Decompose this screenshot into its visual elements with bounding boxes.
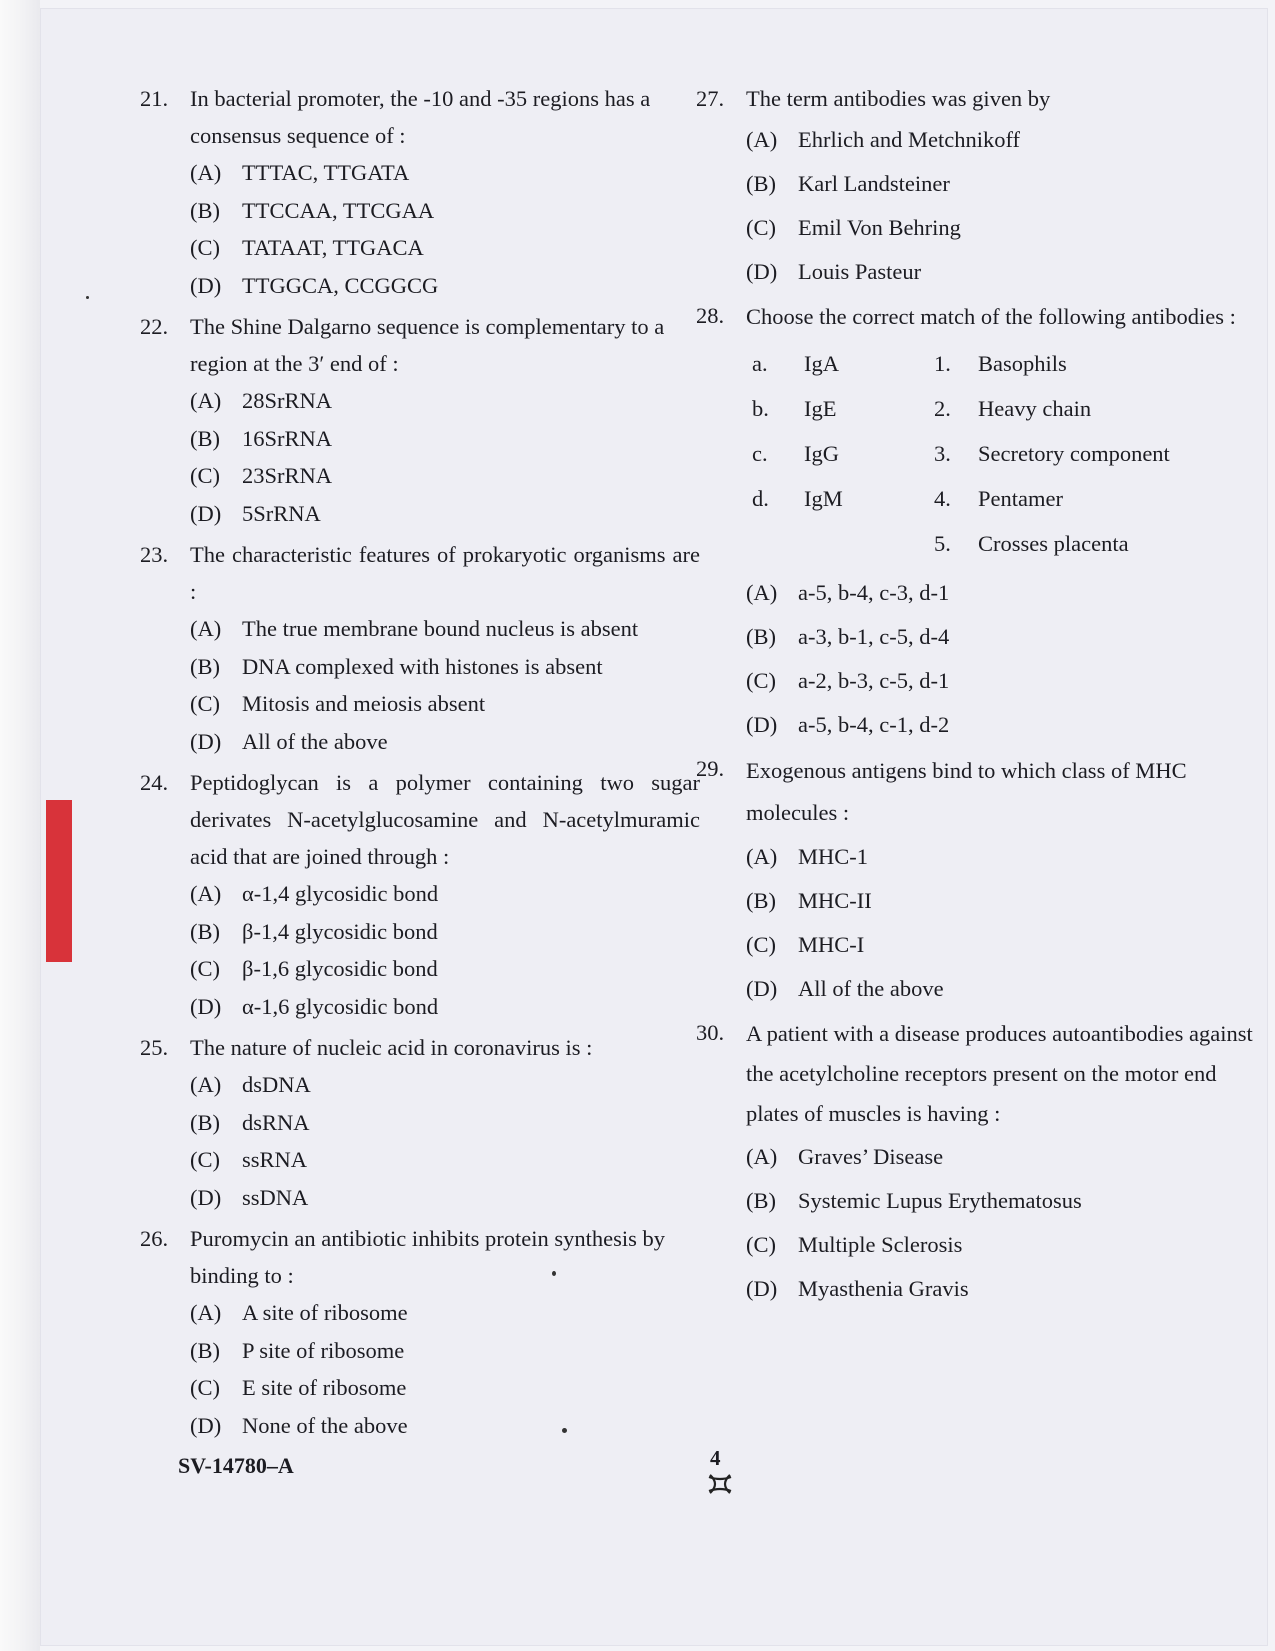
option xyxy=(746,1266,1261,1310)
option xyxy=(190,1179,700,1217)
option-text: a-2, b-3, c-5, d-1 xyxy=(798,667,950,693)
match-row xyxy=(752,476,1261,521)
question-23 xyxy=(140,536,700,760)
question-27 xyxy=(696,80,1261,293)
option-label: (C) xyxy=(746,667,776,693)
option xyxy=(190,1294,700,1332)
option-label: (C) xyxy=(746,931,776,957)
option-label: (B) xyxy=(190,918,220,944)
match-letter: b. xyxy=(752,396,769,421)
question-text: In bacterial promoter, the -10 and -35 regions has a consensus sequence of : xyxy=(190,86,651,148)
question-text: The term antibodies was given by xyxy=(746,86,1051,111)
option-label: (C) xyxy=(190,691,220,717)
question-26 xyxy=(140,1220,700,1444)
option-label: (A) xyxy=(190,1300,222,1326)
scan-speck xyxy=(562,1428,567,1433)
match-item: IgM xyxy=(804,486,843,511)
question-number: 30. xyxy=(696,1020,725,1045)
option xyxy=(746,1178,1261,1222)
option xyxy=(190,154,700,192)
option-label: (B) xyxy=(190,1109,220,1135)
option-label: (D) xyxy=(190,1184,222,1210)
option-label: (B) xyxy=(746,1187,776,1213)
option-text: dsDNA xyxy=(242,1072,311,1098)
option xyxy=(746,966,1261,1010)
option xyxy=(190,988,700,1026)
option-label: (B) xyxy=(746,887,776,913)
left-column xyxy=(140,80,700,1448)
option-label: (B) xyxy=(746,170,776,196)
option xyxy=(746,614,1261,658)
match-letter: a. xyxy=(752,351,768,376)
option-label: (C) xyxy=(190,956,220,982)
question-text: Exogenous antigens bind to which class of MHC molecules : xyxy=(746,758,1187,825)
options-list xyxy=(746,117,1261,293)
option xyxy=(746,205,1261,249)
option-label: (C) xyxy=(190,235,220,261)
question-29 xyxy=(696,750,1261,1010)
option-text: All of the above xyxy=(798,975,944,1001)
option-text: β-1,4 glycosidic bond xyxy=(242,918,438,944)
question-text: The Shine Dalgarno sequence is complementary to a region at the 3′ end of : xyxy=(190,314,665,376)
option xyxy=(190,420,700,458)
option-text: Louis Pasteur xyxy=(798,258,922,284)
option-label: (B) xyxy=(746,623,776,649)
option-label: (D) xyxy=(746,711,778,737)
options-list xyxy=(190,610,700,760)
option xyxy=(190,192,700,230)
option-text: TATAAT, TTGACA xyxy=(242,235,424,261)
option-text: TTGGCA, CCGGCG xyxy=(242,272,439,298)
question-number: 22. xyxy=(140,314,169,339)
option xyxy=(190,495,700,533)
options-list xyxy=(190,1294,700,1444)
option-text: TTTAC, TTGATA xyxy=(242,160,410,186)
question-30 xyxy=(696,1014,1261,1310)
option-label: (A) xyxy=(746,1143,778,1169)
option-label: (A) xyxy=(746,126,778,152)
option-label: (A) xyxy=(190,1072,222,1098)
option-label: (C) xyxy=(746,214,776,240)
option-label: (B) xyxy=(190,1337,220,1363)
option xyxy=(190,267,700,305)
option-text: E site of ribosome xyxy=(242,1375,407,1401)
match-item: IgE xyxy=(804,396,837,421)
question-28 xyxy=(696,297,1261,746)
match-table xyxy=(752,341,1261,566)
option-text: None of the above xyxy=(242,1412,408,1438)
match-number: 2. xyxy=(934,396,951,421)
option-text: a-5, b-4, c-3, d-1 xyxy=(798,579,950,605)
option-text: α-1,4 glycosidic bond xyxy=(242,881,439,907)
option xyxy=(746,878,1261,922)
option-text: a-3, b-1, c-5, d-4 xyxy=(798,623,950,649)
option-label: (A) xyxy=(746,579,778,605)
option-label: (D) xyxy=(190,272,222,298)
question-text: The characteristic features of prokaryotic organisms are : xyxy=(190,542,700,604)
option-text: ssRNA xyxy=(242,1147,308,1173)
match-letter: c. xyxy=(752,441,768,466)
option xyxy=(190,1332,700,1370)
option-label: (D) xyxy=(190,1412,222,1438)
option-text: Myasthenia Gravis xyxy=(798,1275,969,1301)
option xyxy=(190,913,700,951)
option-label: (A) xyxy=(190,881,222,907)
option xyxy=(746,702,1261,746)
question-22 xyxy=(140,308,700,532)
option-text: a-5, b-4, c-1, d-2 xyxy=(798,711,950,737)
question-number: 29. xyxy=(696,756,725,781)
option xyxy=(190,382,700,420)
option-label: (D) xyxy=(190,993,222,1019)
options-list xyxy=(746,1134,1261,1310)
option-text: Graves’ Disease xyxy=(798,1143,944,1169)
option xyxy=(190,950,700,988)
option xyxy=(746,161,1261,205)
option-text: Multiple Sclerosis xyxy=(798,1231,963,1257)
option xyxy=(190,610,700,648)
question-number: 23. xyxy=(140,542,169,567)
question-25 xyxy=(140,1029,700,1216)
match-number: 1. xyxy=(934,351,951,376)
option-label: (D) xyxy=(746,258,778,284)
option xyxy=(746,834,1261,878)
option-label: (B) xyxy=(190,653,220,679)
option-text: A site of ribosome xyxy=(242,1300,408,1326)
option-label: (B) xyxy=(190,425,220,451)
option-text: DNA complexed with histones is absent xyxy=(242,653,603,679)
option-text: Systemic Lupus Erythematosus xyxy=(798,1187,1082,1213)
scan-edge xyxy=(0,0,40,1651)
match-number: 4. xyxy=(934,486,951,511)
option-text: 28SrRNA xyxy=(242,388,333,414)
option xyxy=(746,249,1261,293)
option-label: (D) xyxy=(746,1275,778,1301)
option xyxy=(746,570,1261,614)
question-number: 28. xyxy=(696,303,725,328)
match-text: Pentamer xyxy=(978,486,1063,511)
option-text: dsRNA xyxy=(242,1109,310,1135)
match-text: Secretory component xyxy=(978,441,1170,466)
scan-speck xyxy=(552,1271,556,1276)
option xyxy=(190,457,700,495)
match-text: Heavy chain xyxy=(978,396,1092,421)
option-text: Emil Von Behring xyxy=(798,214,961,240)
option-label: (D) xyxy=(190,500,222,526)
options-list xyxy=(190,382,700,532)
paper-code: SV-14780–A xyxy=(178,1453,294,1478)
option-text: 16SrRNA xyxy=(242,425,333,451)
match-row xyxy=(752,386,1261,431)
match-item: IgA xyxy=(804,351,839,376)
option-text: β-1,6 glycosidic bond xyxy=(242,956,438,982)
option-label: (C) xyxy=(190,1147,220,1173)
question-21 xyxy=(140,80,700,304)
option-text: Karl Landsteiner xyxy=(798,170,950,196)
question-text: Puromycin an antibiotic inhibits protein synthesis by binding to : xyxy=(190,1226,665,1288)
option-label: (C) xyxy=(746,1231,776,1257)
option-text: Ehrlich and Metchnikoff xyxy=(798,126,1021,152)
ornament-icon xyxy=(706,1472,734,1501)
option-text: MHC-II xyxy=(798,887,872,913)
match-letter: d. xyxy=(752,486,769,511)
option-text: TTCCAA, TTCGAA xyxy=(242,197,435,223)
option-label: (A) xyxy=(746,843,778,869)
option xyxy=(190,1141,700,1179)
match-text: Basophils xyxy=(978,351,1067,376)
option xyxy=(746,117,1261,161)
match-number: 3. xyxy=(934,441,951,466)
question-text: The nature of nucleic acid in coronavirus is : xyxy=(190,1035,593,1060)
options-list xyxy=(190,875,700,1025)
option-label: (A) xyxy=(190,616,222,642)
option-label: (A) xyxy=(190,388,222,414)
right-column xyxy=(696,80,1261,1314)
match-text: Crosses placenta xyxy=(978,531,1129,556)
option xyxy=(746,1222,1261,1266)
options-list xyxy=(746,570,1261,746)
option-label: (B) xyxy=(190,197,220,223)
question-text: Choose the correct match of the following antibodies : xyxy=(746,304,1236,329)
option xyxy=(746,658,1261,702)
question-number: 21. xyxy=(140,86,169,111)
question-number: 26. xyxy=(140,1226,169,1251)
option xyxy=(190,875,700,913)
option xyxy=(190,1369,700,1407)
option xyxy=(190,723,700,761)
match-row xyxy=(752,431,1261,476)
match-number: 5. xyxy=(934,531,951,556)
option-text: The true membrane bound nucleus is absent xyxy=(242,616,639,642)
options-list xyxy=(190,1066,700,1216)
option xyxy=(190,229,700,267)
option-label: (A) xyxy=(190,160,222,186)
option-text: MHC-1 xyxy=(798,843,869,869)
question-number: 24. xyxy=(140,770,169,795)
option xyxy=(746,922,1261,966)
option xyxy=(190,1066,700,1104)
option-label: (C) xyxy=(190,463,220,489)
question-number: 25. xyxy=(140,1035,169,1060)
option xyxy=(190,1104,700,1142)
option-text: 23SrRNA xyxy=(242,463,333,489)
option xyxy=(190,648,700,686)
page-number: 4 xyxy=(710,1446,721,1470)
option-text: All of the above xyxy=(242,728,388,754)
option-text: MHC-I xyxy=(798,931,865,957)
options-list xyxy=(746,834,1261,1010)
option-text: α-1,6 glycosidic bond xyxy=(242,993,439,1019)
match-row xyxy=(752,341,1261,386)
question-number: 27. xyxy=(696,86,725,111)
question-text: Peptidoglycan is a polymer containing two sugar derivates N-acetylglucosamine and N-acetylmuramic acid that are joined through : xyxy=(190,770,700,869)
scan-speck xyxy=(86,296,89,299)
option-label: (D) xyxy=(746,975,778,1001)
question-24 xyxy=(140,764,700,1025)
match-item: IgG xyxy=(804,441,839,466)
options-list xyxy=(190,154,700,304)
option-label: (C) xyxy=(190,1375,220,1401)
red-margin-tab xyxy=(46,800,72,962)
question-text: A patient with a disease produces autoantibodies against the acetylcholine receptors present on the motor end plates of muscles is having : xyxy=(746,1021,1253,1126)
option-text: Mitosis and meiosis absent xyxy=(242,691,486,717)
option-text: P site of ribosome xyxy=(242,1337,405,1363)
option-text: 5SrRNA xyxy=(242,500,321,526)
option xyxy=(190,685,700,723)
option xyxy=(190,1407,700,1445)
option-label: (D) xyxy=(190,728,222,754)
option-text: ssDNA xyxy=(242,1184,309,1210)
match-row xyxy=(752,521,1261,566)
option xyxy=(746,1134,1261,1178)
